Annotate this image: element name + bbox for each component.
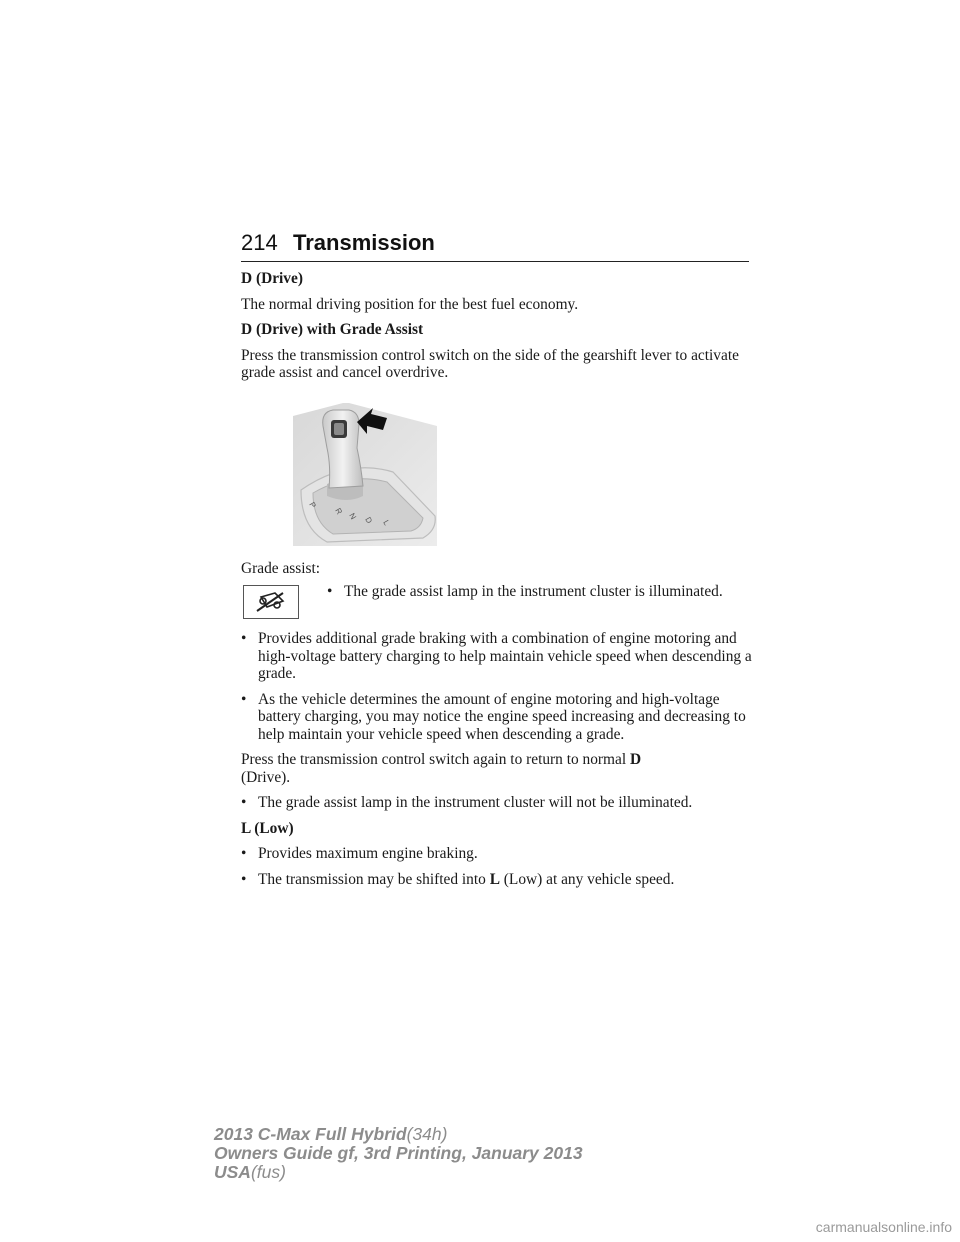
low-bullet-2 [241, 871, 753, 889]
gear-letter-p: P [307, 500, 318, 510]
bullet-text: Provides additional grade braking with a combination of engine motoring and high-voltage battery charging to help maintain vehicle speed when descending a grade. [258, 630, 752, 682]
lamp-bullet [327, 583, 753, 601]
low-heading: L (Low) [241, 819, 294, 837]
watermark: carmanualsonline.info [815, 1219, 952, 1235]
bullet-dot: • [241, 630, 247, 647]
page-content [241, 270, 753, 888]
page-header [241, 228, 749, 262]
grade-assist-intro: Press the transmission control switch on the side of the gearshift lever to activate grade assist and cancel overdrive. [241, 346, 739, 381]
bullet-dot: • [241, 794, 247, 811]
grade-assist-bullet-2 [241, 691, 753, 744]
bullet2-bold: L [489, 870, 500, 888]
drive-heading: D (Drive) [241, 270, 303, 287]
lamp-bullet-text: The grade assist lamp in the instrument cluster is illuminated. [344, 583, 723, 600]
bullet-dot: • [241, 845, 247, 862]
return-bullet [241, 794, 753, 812]
footer-model-code: (34h) [406, 1124, 448, 1144]
bullet-dot: • [241, 690, 247, 708]
return-to-drive-text [241, 751, 753, 786]
gear-letter-l: L [381, 518, 392, 527]
bullet-text: As the vehicle determines the amount of engine motoring and high-voltage battery charging, you may notice the engine speed increasing and decreasing to help maintain your vehicle speed when descending a grade. [258, 690, 746, 743]
gear-letter-d: D [363, 515, 374, 525]
bullet-dot: • [241, 870, 247, 888]
footer-market-code: (fus) [250, 1162, 286, 1182]
gearshift-lever-illustration [287, 398, 487, 546]
gear-letter-r: R [333, 506, 344, 516]
grade-assist-symbol-icon [253, 589, 289, 615]
footer-line-1 [214, 1125, 583, 1144]
footer-line-3 [214, 1163, 583, 1182]
section-title: Transmission [293, 230, 435, 255]
bullet2-post: (Low) at any vehicle speed. [499, 870, 675, 888]
bullet2-pre: The transmission may be shifted into [258, 870, 490, 888]
footer-model: 2013 C-Max Full Hybrid [214, 1124, 407, 1144]
low-bullet-1 [241, 845, 753, 863]
grade-assist-lamp-row [241, 583, 753, 619]
grade-assist-bullet-1 [241, 630, 753, 683]
return-text-pre: Press the transmission control switch again to return to normal [241, 751, 630, 768]
page-number: 214 [241, 230, 278, 255]
gearshift-lever-figure [287, 398, 487, 546]
bullet-text: The grade assist lamp in the instrument cluster will not be illuminated. [258, 794, 693, 811]
grade-assist-heading: D (Drive) with Grade Assist [241, 321, 424, 338]
bullet-dot: • [327, 583, 333, 600]
drive-text: The normal driving position for the best fuel economy. [241, 295, 579, 313]
return-text-post: (Drive). [241, 768, 291, 786]
footer-line-2: Owners Guide gf, 3rd Printing, January 2013 [214, 1143, 583, 1163]
return-text-bold: D [629, 751, 642, 768]
gear-letter-n: N [347, 511, 358, 521]
footer-market: USA [214, 1162, 251, 1182]
bullet-text: Provides maximum engine braking. [258, 845, 478, 862]
page-footer [214, 1125, 583, 1182]
grade-assist-lamp-icon [243, 585, 299, 619]
grade-assist-label: Grade assist: [241, 559, 321, 577]
